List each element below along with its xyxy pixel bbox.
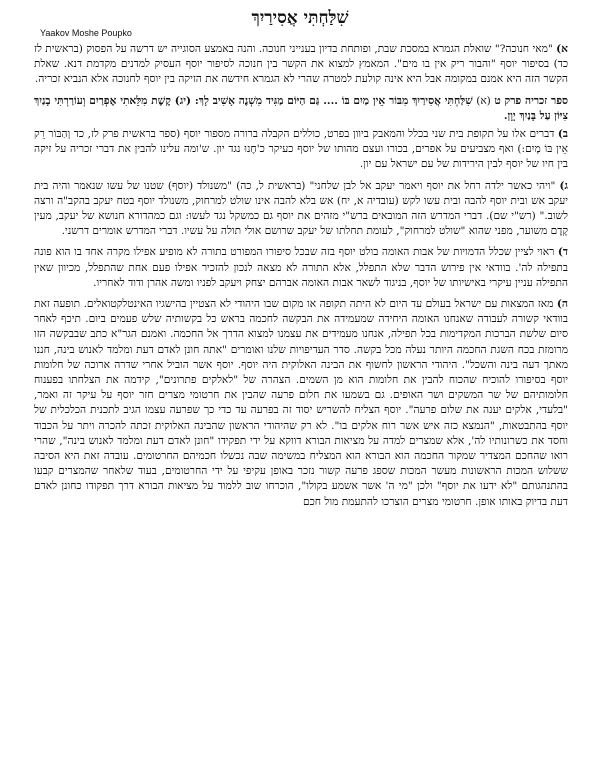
- paragraph-text: ראוי לציין שכלל הדמויות של אבות האומה בולט יוסף בזה שבכל סיפורו המפורט בתורה לא מופיע אפילו מקרה אחד בו הוא פונה בתפילה לה'. בוודאי אין פירוש הדבר שלא התפלל, אלא התורה לא מצאה לנכון להזכיר אפילו פעם אחת שהתפלל, מכיוון שאין התפילה עניין עיקרי באישיותו של יוסף, בניגוד לשאר אבות האומה אברהם יצחק ויעקב לפניו ומשה אהרן ודוד לאחריו.: [34, 246, 568, 289]
- paragraph-mark: ג): [559, 179, 569, 192]
- paragraph-mark: ב): [557, 128, 568, 141]
- verse-text: שִׁלַּחְתִּי אֲסִירַיִךְ מִבּוֹר אֵין מַיִם בּוֹ .... גַּם הַיּוֹם מַגִּיד מִשְׁנֶה אָשִׁיב לָךְ: (יג) קֶשֶׁת מִלֵּאתִי אֶפְרַיִם וְעוֹרַרְתִּי בָנַיִךְ צִיּוֹן עַל בָּנַיִךְ יָוָן.: [34, 94, 568, 122]
- paragraph-text: "ויהי כאשר ילדה רחל את יוסף ויאמר יעקב אל לבן שלחני" (בראשית ל, כה) "משנולד (יוסף) שטנו של עשו שנאמר והיה בית יעקב אש ובית יוסף להבה ובית עשו לקש (עובדיה א, יח) אש בלא להבה אינו שולט למרחוק, משנולד יוסף בטח יעקב בהקב"ה ורצה לשוב." (רש"י שם). דברי המדרש הזה המובאים ברש"י מזהים את יוסף גם כמשקל נגד לעשו: וגם כמהדורא חנושא של יעקב, מעין קָדֶם משוער, מפני שהוא "שולט למרחוק", לעומת תחלתו של יעקב שרושם אולי תולה על עשיו. דברי המדרש אומרים דרשני.: [34, 179, 568, 238]
- paragraph-mark: ד): [557, 246, 568, 259]
- paragraph-zechariah-quote: [34, 94, 568, 124]
- document-title: שִׁלַּחְתִּי אֲסִירַיִךְ: [251, 8, 349, 28]
- paragraph-text: דברים אלו על תקופת בית שני בכלל והמאבק ביוון בפרט, כוללים הקבלה ברורה מספור יוסף (ספר בראשית פרק לז, כד וְהַבּוֹר רֵק אֵין בּוֹ מָיִם:) ואף מצביעים על אפרים, בכורו ועצם מהותו של יוסף כעיקר כ'חֶנוּ נגד יון. ש'ומה עלינו להבין את דברי זכריה על זיקה בין חיו של יוסף לבין הירידות של עם ישראל עם יון.: [34, 128, 568, 171]
- paragraph-mark: (א): [476, 94, 491, 107]
- paragraph-mark: א): [556, 43, 568, 55]
- paragraph-a: [34, 42, 568, 88]
- paragraph-c: [34, 179, 568, 240]
- paragraph-mark: ה): [556, 298, 568, 311]
- document-body: [34, 42, 568, 516]
- paragraph-e: [34, 297, 568, 510]
- paragraph-d: [34, 245, 568, 291]
- paragraph-text: מאז המצאות עם ישראל בעולם עד היום לא היתה תקופה או מקום שבו היהודי לא הצטיין בהישגיו האינטלקטואלים. תופעה זאת בוודאי קשורה לעבודה שאנחנו האומה היחידה שמעמידה את הבקשה לחכמה בראש כל בקשותיה שלש פעמים ביום. תיכף לאחר סיום שלשת הברכות המקדימות בכל תפילה, אנחנו מעמידים את עצמנו למצוא הדרך אל החכמה. ואמנם הגר"א כתב שבבקשה הזו מרומזת בכח השגת החכמה היותר נעלה מכל בקשה. סדר העדיפויות שלנו ואומרים "אתה חונן לאדם דעת ומלמד לאנוש בינה, חננו מאתך דעה בינה והשכל". היהודי הראשון לחשוף את הבינה האלוקית היה יוסף. יוסף אשר הוביל אחרי שדרה ארוכה של חלומות יוסף בסיפורו להוכיח שהכוח להבין את חלומות הוא מן השמים. הצהרה של "לאלקים פתרונים", קידמה את הצלחתו בפענוח חלומותיהם של שר המשקים ושר האופים. גם בשמעו את חלום פרעה שהבין את חרטומי מצרים חזר יוסף על עיקר זה ואמר, "בלעדי, אלקים יענה את שלום פרעה". יוסף הצליח להשריש יסוד זה בפרעה עד כדי כך שפרעה עצמו הגיב לתכנית הכלכלית של יוסף בהתבטאות, "הנמצא כזה איש אשר רוח אלקים בו". לא רק שהיהודי הראשון שהבינה האלוקית זכתה להכרה ויתר על הכבוד וחסד את כשרונותיו לה', אלא שמצרים למדה על מציאות הבורא דווקא על ידי תפקידו "חונן לאדם דעת ומלמד לאנוש בינה", שהרי רואו שהחכם המצדיר שמקור החכמה הוא הבורא הוא המצליח במשימה שבה נכשלו חכמיהם החרטומים. עובדה זאת היא הסיבה ששלוש המכות הראשונות מעשר המכות שספג פרעה קשור נזכר באופן עקיפי על ידי החרטומים, בעוד שלאחר שהמצרים קבעו בהתנהגותם "לא ידעו את יוסף" ולכן "מי ה' אשר אשמע בקולו", הוכרחו שוב ללמוד על מציאות הבורא דרך תפקודו כחונן לאדם דעת בדיוק באותו אופן. חרטומי מצרים הוצרכו להתעמת מול חכם: [34, 298, 568, 508]
- paragraph-text: "מאי חנוכה?" שואלת הגמרא במסכת שבת, ופותחת בדיון בענייני חנוכה. והנה באמצע הסוגייה יש דרשה על הפסוק (בראשית לז כד) בסיפור יוסף "והבור ריק אין בו מים". המאמץ למצוא את הקשר בין חנוכה לסיפור יוסף העסיק למדנים מקדמת דנא. שאלת הקשר הזה היא אמנם במקומה אבל היא אינה קולעת למטרה שהרי לא הגמרא חידשה את הזיקה בין יוסף לחנוכה אלא הנביא זכריה.: [34, 43, 568, 86]
- source-reference: ספר זכריה פרק ט: [494, 94, 568, 107]
- paragraph-b: [34, 127, 568, 173]
- author-name: Yaakov Moshe Poupko: [40, 28, 132, 38]
